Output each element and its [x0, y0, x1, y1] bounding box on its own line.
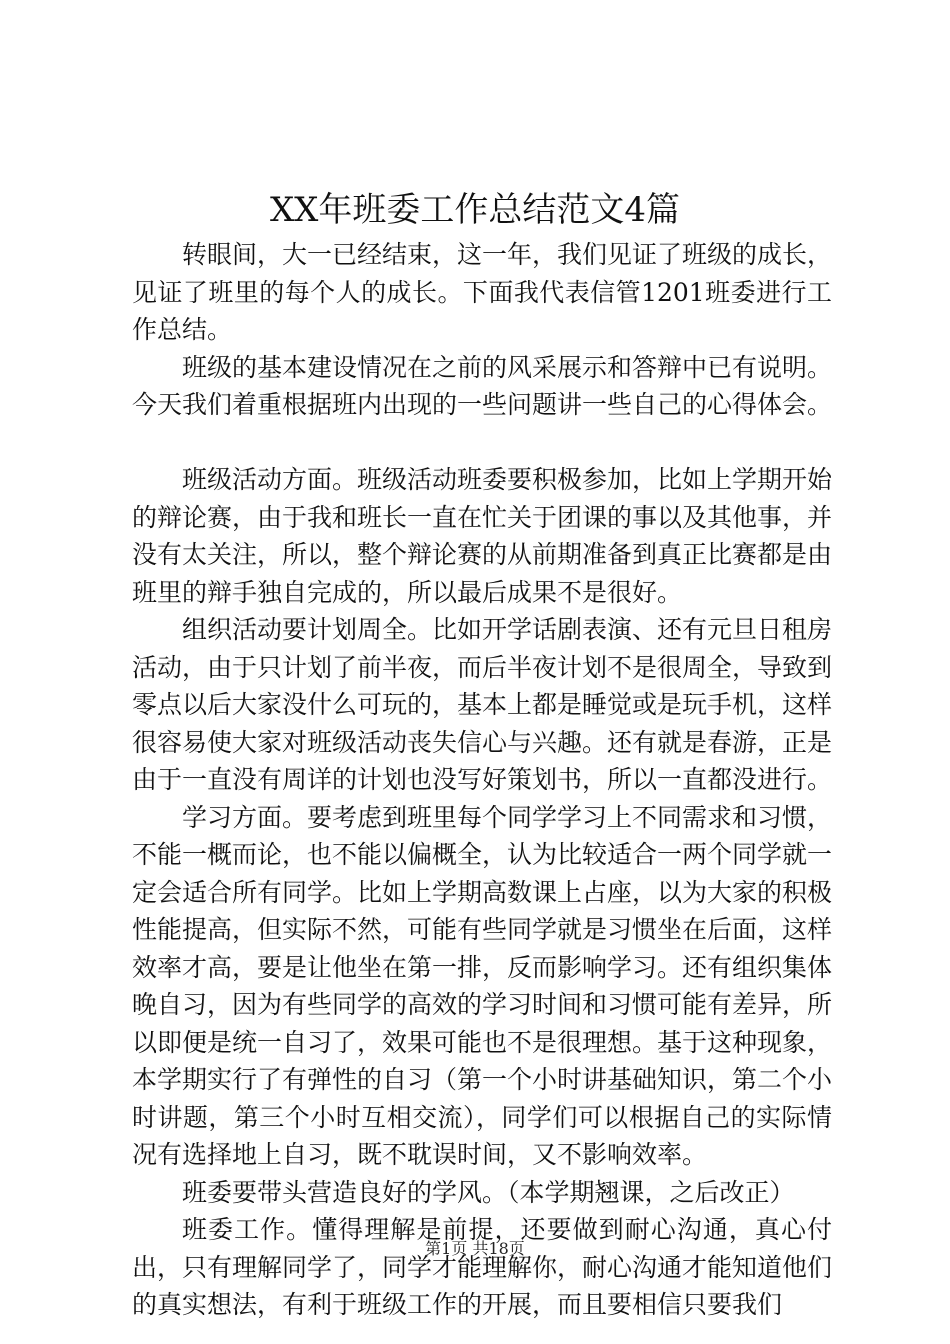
document-title: XX年班委工作总结范文4篇 [269, 190, 681, 230]
paragraph-activity-planning: 组织活动要计划周全。比如开学话剧表演、还有元旦日租房活动，由于只计划了前半夜，而后半夜计划不是很周全，导致到零点以后大家没什么可玩的，基本上都是睡觉或是玩手机，这样很容易使大家对班级活动丧失信心与兴趣。还有就是春游，正是由于一直没有周详的计划也没写好策划书，所以一直都没进行。 [132, 615, 833, 794]
page-footer: 第1页 共18页 [425, 1239, 525, 1258]
paragraph-class-activities: 班级活动方面。班级活动班委要积极参加，比如上学期开始的辩论赛，由于我和班长一直在忙关于团课的事以及其他事，并没有太关注，所以，整个辩论赛的从前期准备到真正比赛都是由班里的辩手独自完成的，所以最后成果不是很好。 [132, 465, 833, 607]
paragraph-intro: 转眼间，大一已经结束，这一年，我们见证了班级的成长，见证了班里的每个人的成长。下面我代表信管1201班委进行工作总结。 [132, 240, 833, 344]
paragraph-spacer [132, 424, 832, 462]
paragraph-committee-work: 班委工作。懂得理解是前提，还要做到耐心沟通，真心付出，只有理解同学了，同学才能理解你，耐心沟通才能知道他们的真实想法，有利于班级工作的开展，而且要相信只要我们 [132, 1215, 833, 1319]
document-body [132, 236, 832, 1324]
paragraph-basic-construction: 班级的基本建设情况在之前的风采展示和答辩中已有说明。今天我们着重根据班内出现的一些问题讲一些自己的心得体会。 [132, 352, 833, 419]
paragraph-study-atmosphere: 班委要带头营造良好的学风。（本学期翘课，之后改正） [182, 1177, 795, 1207]
paragraph-study: 学习方面。要考虑到班里每个同学学习上不同需求和习惯，不能一概而论，也不能以偏概全，认为比较适合一两个同学就一定会适合所有同学。比如上学期高数课上占座，以为大家的积极性能提高，但实际不然，可能有些同学就是习惯坐在后面，这样效率才高，要是让他坐在第一排，反而影响学习。还有组织集体晚自习，因为有些同学的高效的学习时间和习惯可能有差异，所以即便是统一自习了，效果可能也不是很理想。基于这种现象，本学期实行了有弹性的自习（第一个小时讲基础知识，第二个小时讲题，第三个小时互相交流），同学们可以根据自己的实际情况有选择地上自习，既不耽误时间，又不影响效率。 [132, 802, 833, 1169]
